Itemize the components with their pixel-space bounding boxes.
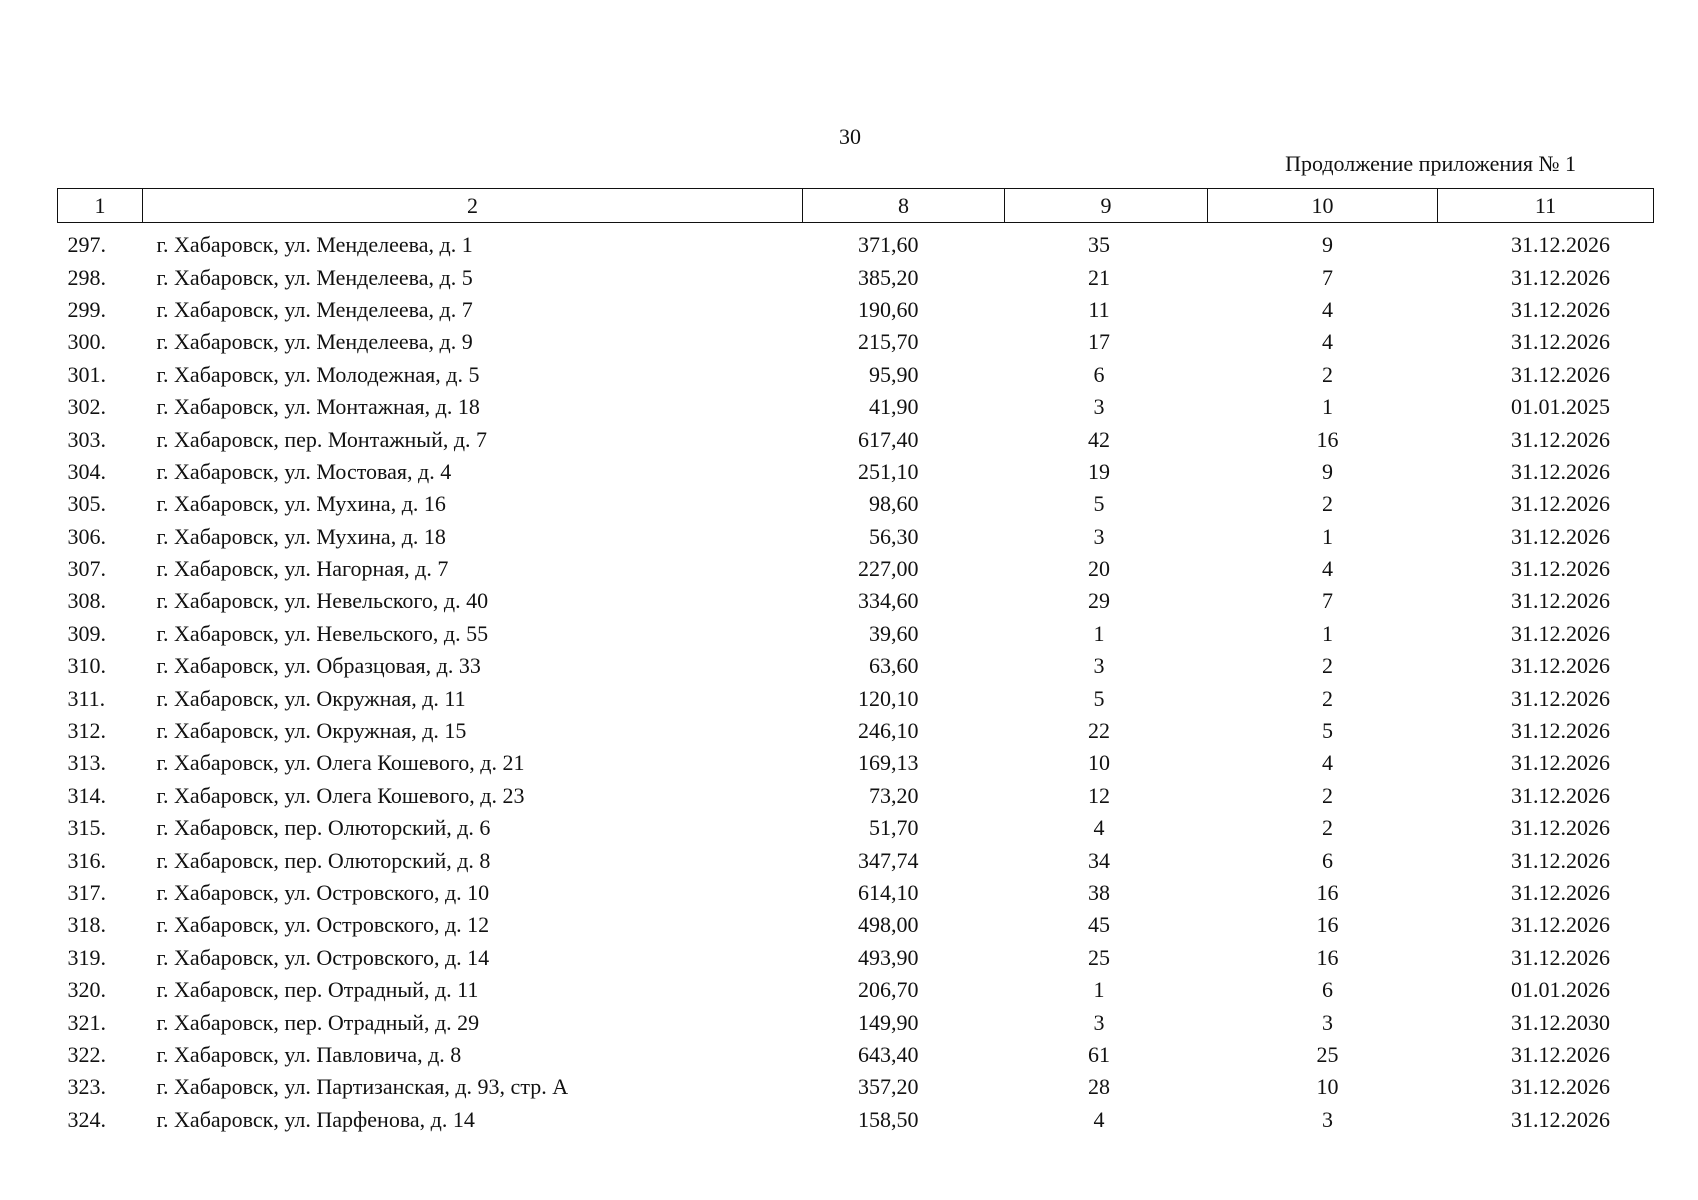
- column-10-cell: 2: [1322, 685, 1333, 711]
- column-9-cell: 22: [1088, 718, 1110, 744]
- column-header-8: 8: [803, 189, 1005, 223]
- date-cell: 01.01.2025: [1511, 394, 1610, 420]
- address-cell: г. Хабаровск, ул. Мухина, д. 18: [156, 523, 446, 549]
- date-cell: 31.12.2026: [1511, 1041, 1610, 1067]
- row-number: 315.: [67, 815, 106, 841]
- area-cell: 371,60: [858, 232, 919, 258]
- row-number: 309.: [67, 620, 106, 646]
- column-9-cell: 45: [1088, 912, 1110, 938]
- column-10-cell: 4: [1322, 296, 1333, 322]
- table-row: [58, 974, 1654, 1006]
- address-cell: г. Хабаровск, ул. Парфенова, д. 14: [156, 1106, 475, 1132]
- address-cell: г. Хабаровск, ул. Мухина, д. 16: [156, 491, 446, 517]
- table-row: [58, 942, 1654, 974]
- column-9-cell: 3: [1093, 394, 1105, 420]
- date-cell: 31.12.2026: [1511, 912, 1610, 938]
- area-cell: 169,13: [858, 750, 919, 776]
- column-9-cell: 1: [1093, 977, 1105, 1003]
- row-number: 314.: [67, 782, 106, 808]
- date-cell: 31.12.2026: [1511, 329, 1610, 355]
- column-header-9: 9: [1005, 189, 1208, 223]
- date-cell: 31.12.2026: [1511, 588, 1610, 614]
- table-row: [58, 682, 1654, 714]
- row-number: 297.: [67, 232, 106, 258]
- area-cell: 120,10: [858, 685, 919, 711]
- table-row: [58, 780, 1654, 812]
- column-10-cell: 2: [1322, 491, 1333, 517]
- column-9-cell: 1: [1093, 620, 1105, 646]
- appendix-continuation-label: Продолжение приложения № 1: [1285, 151, 1576, 176]
- row-number: 303.: [67, 426, 106, 452]
- column-10-cell: 10: [1316, 1074, 1339, 1100]
- date-cell: 31.12.2026: [1511, 880, 1610, 905]
- column-10-cell: 6: [1322, 847, 1333, 873]
- area-cell: 190,60: [858, 296, 919, 322]
- row-number: 298.: [67, 264, 106, 290]
- column-10-cell: 16: [1316, 426, 1339, 452]
- area-cell: 73,20: [869, 782, 919, 808]
- area-cell: 617,40: [858, 426, 919, 452]
- date-cell: 31.12.2026: [1511, 361, 1610, 387]
- table-row: [58, 326, 1654, 358]
- column-9-cell: 3: [1093, 1009, 1105, 1035]
- column-9-cell: 38: [1088, 880, 1110, 905]
- table-row: [58, 423, 1654, 455]
- column-10-cell: 2: [1322, 782, 1333, 808]
- area-cell: 206,70: [858, 977, 919, 1003]
- address-cell: г. Хабаровск, ул. Монтажная, д. 18: [156, 394, 480, 420]
- row-number: 324.: [67, 1106, 106, 1132]
- area-cell: 158,50: [858, 1106, 919, 1132]
- table-row: [58, 909, 1654, 941]
- row-number: 319.: [67, 944, 106, 970]
- date-cell: 31.12.2026: [1511, 426, 1610, 452]
- column-10-cell: 2: [1322, 361, 1333, 387]
- column-10-cell: 9: [1322, 232, 1333, 258]
- area-cell: 227,00: [858, 556, 919, 582]
- area-cell: 98,60: [869, 491, 919, 517]
- row-number: 306.: [67, 523, 106, 549]
- row-number: 307.: [67, 556, 106, 582]
- table-row: [58, 521, 1654, 553]
- address-cell: г. Хабаровск, пер. Отрадный, д. 11: [156, 977, 479, 1003]
- date-cell: 31.12.2026: [1511, 718, 1610, 744]
- area-cell: 56,30: [869, 523, 919, 549]
- column-10-cell: 3: [1322, 1106, 1333, 1132]
- row-number: 317.: [67, 880, 106, 905]
- date-cell: 31.12.2026: [1511, 556, 1610, 582]
- address-cell: г. Хабаровск, ул. Островского, д. 10: [156, 880, 490, 905]
- address-cell: г. Хабаровск, ул. Олега Кошевого, д. 21: [156, 750, 525, 776]
- date-cell: 31.12.2026: [1511, 782, 1610, 808]
- column-10-cell: 6: [1322, 977, 1333, 1003]
- column-10-cell: 1: [1322, 523, 1333, 549]
- table-row: [58, 488, 1654, 520]
- column-9-cell: 4: [1093, 1106, 1105, 1132]
- row-number: 312.: [67, 718, 106, 744]
- column-10-cell: 25: [1316, 1041, 1339, 1067]
- table-row: [58, 747, 1654, 779]
- column-header-1: 1: [58, 189, 143, 223]
- column-9-cell: 35: [1088, 232, 1110, 258]
- column-9-cell: 21: [1088, 264, 1110, 290]
- row-number: 305.: [67, 491, 106, 517]
- row-number: 322.: [67, 1041, 106, 1067]
- column-header-11: 11: [1438, 189, 1654, 223]
- column-9-cell: 25: [1088, 944, 1110, 970]
- table-row: [58, 1006, 1654, 1038]
- column-10-cell: 16: [1316, 912, 1339, 938]
- row-number: 308.: [67, 588, 106, 614]
- area-cell: 334,60: [858, 588, 919, 614]
- area-cell: 149,90: [858, 1009, 919, 1035]
- area-cell: 41,90: [869, 394, 919, 420]
- column-10-cell: 2: [1322, 653, 1333, 679]
- column-9-cell: 6: [1093, 361, 1105, 387]
- column-10-cell: 7: [1322, 588, 1333, 614]
- row-number: 299.: [67, 296, 106, 322]
- date-cell: 31.12.2026: [1511, 458, 1610, 484]
- row-number: 311.: [67, 685, 106, 711]
- row-number: 313.: [67, 750, 106, 776]
- row-number: 318.: [67, 912, 106, 938]
- column-9-cell: 34: [1088, 847, 1110, 873]
- row-number: 323.: [67, 1074, 106, 1100]
- column-header-2: 2: [143, 189, 803, 223]
- header-row: [58, 189, 1654, 223]
- table-row: [58, 618, 1654, 650]
- date-cell: 31.12.2026: [1511, 847, 1610, 873]
- table-row: [58, 1039, 1654, 1071]
- address-cell: г. Хабаровск, пер. Отрадный, д. 29: [156, 1009, 480, 1035]
- table-row: [58, 812, 1654, 844]
- area-cell: 246,10: [858, 718, 919, 744]
- area-cell: 357,20: [858, 1074, 919, 1100]
- column-9-cell: 19: [1088, 458, 1110, 484]
- date-cell: 31.12.2026: [1511, 944, 1610, 970]
- area-cell: 614,10: [858, 880, 919, 905]
- table-row: [58, 294, 1654, 326]
- date-cell: 31.12.2026: [1511, 685, 1610, 711]
- column-10-cell: 5: [1322, 718, 1333, 744]
- address-cell: г. Хабаровск, ул. Олега Кошевого, д. 23: [156, 782, 525, 808]
- table-row: [58, 359, 1654, 391]
- address-cell: г. Хабаровск, ул. Менделеева, д. 7: [156, 296, 473, 322]
- column-9-cell: 12: [1088, 782, 1110, 808]
- column-9-cell: 11: [1088, 296, 1110, 322]
- date-cell: 31.12.2026: [1511, 523, 1610, 549]
- table-row: [58, 844, 1654, 876]
- row-number: 320.: [67, 977, 106, 1003]
- table-row: [58, 877, 1654, 909]
- column-9-cell: 28: [1088, 1074, 1110, 1100]
- column-9-cell: 3: [1093, 523, 1105, 549]
- address-cell: г. Хабаровск, ул. Менделеева, д. 9: [156, 329, 473, 355]
- row-number: 302.: [67, 394, 106, 420]
- date-cell: 31.12.2026: [1511, 620, 1610, 646]
- date-cell: 31.12.2026: [1511, 1074, 1610, 1100]
- address-cell: г. Хабаровск, ул. Павловича, д. 8: [156, 1041, 462, 1067]
- area-cell: 385,20: [858, 264, 919, 290]
- column-9-cell: 10: [1088, 750, 1110, 776]
- column-9-cell: 20: [1088, 556, 1110, 582]
- address-cell: г. Хабаровск, ул. Нагорная, д. 7: [156, 556, 449, 582]
- column-header-10: 10: [1208, 189, 1438, 223]
- address-cell: г. Хабаровск, пер. Монтажный, д. 7: [156, 426, 488, 452]
- address-cell: г. Хабаровск, ул. Мостовая, д. 4: [156, 458, 452, 484]
- table-row: [58, 1071, 1654, 1103]
- column-9-cell: 29: [1088, 588, 1110, 614]
- date-cell: 31.12.2026: [1511, 296, 1610, 322]
- table-row: [58, 391, 1654, 423]
- column-10-cell: 3: [1322, 1009, 1333, 1035]
- column-10-cell: 4: [1322, 750, 1333, 776]
- address-cell: г. Хабаровск, ул. Партизанская, д. 93, стр. А: [156, 1074, 569, 1100]
- column-10-cell: 1: [1322, 620, 1333, 646]
- date-cell: 31.12.2026: [1511, 264, 1610, 290]
- column-10-cell: 4: [1322, 556, 1333, 582]
- area-cell: 63,60: [869, 653, 919, 679]
- column-10-cell: 4: [1322, 329, 1333, 355]
- date-cell: 31.12.2026: [1511, 815, 1610, 841]
- address-cell: г. Хабаровск, ул. Окружная, д. 15: [156, 718, 467, 744]
- table-row: [58, 650, 1654, 682]
- area-cell: 498,00: [858, 912, 919, 938]
- column-9-cell: 3: [1093, 653, 1105, 679]
- table-row: [58, 456, 1654, 488]
- address-cell: г. Хабаровск, ул. Менделеева, д. 1: [156, 232, 473, 258]
- address-cell: г. Хабаровск, ул. Окружная, д. 11: [156, 685, 466, 711]
- date-cell: 31.12.2030: [1511, 1009, 1610, 1035]
- table-row: [58, 553, 1654, 585]
- area-cell: 51,70: [869, 815, 919, 841]
- column-9-cell: 5: [1093, 491, 1105, 517]
- page-number: 30: [839, 124, 861, 149]
- table-body: [58, 223, 1654, 1136]
- table-row: [58, 1104, 1654, 1136]
- address-cell: г. Хабаровск, ул. Образцовая, д. 33: [156, 653, 481, 679]
- column-10-cell: 9: [1322, 458, 1333, 484]
- row-number: 316.: [67, 847, 106, 873]
- area-cell: 347,74: [858, 847, 919, 873]
- table-row: [58, 585, 1654, 617]
- row-number: 301.: [67, 361, 106, 387]
- area-cell: 493,90: [858, 944, 919, 970]
- area-cell: 643,40: [858, 1041, 919, 1067]
- area-cell: 251,10: [858, 458, 919, 484]
- column-10-cell: 16: [1316, 880, 1339, 905]
- row-number: 321.: [67, 1009, 106, 1035]
- column-9-cell: 17: [1088, 329, 1110, 355]
- column-9-cell: 42: [1088, 426, 1110, 452]
- table-row: [58, 261, 1654, 293]
- date-cell: 31.12.2026: [1511, 232, 1610, 258]
- date-cell: 31.12.2026: [1511, 653, 1610, 679]
- address-cell: г. Хабаровск, ул. Менделеева, д. 5: [156, 264, 473, 290]
- area-cell: 39,60: [869, 620, 919, 646]
- row-number: 300.: [67, 329, 106, 355]
- column-9-cell: 61: [1088, 1041, 1110, 1067]
- address-cell: г. Хабаровск, пер. Олюторский, д. 6: [156, 815, 491, 841]
- column-9-cell: 4: [1093, 815, 1105, 841]
- table-header: [58, 189, 1654, 223]
- column-10-cell: 2: [1322, 815, 1333, 841]
- address-cell: г. Хабаровск, ул. Молодежная, д. 5: [156, 361, 480, 387]
- date-cell: 31.12.2026: [1511, 750, 1610, 776]
- row-number: 310.: [67, 653, 106, 679]
- date-cell: 01.01.2026: [1511, 977, 1610, 1003]
- area-cell: 95,90: [869, 361, 919, 387]
- table-row: [58, 715, 1654, 747]
- address-cell: г. Хабаровск, ул. Невельского, д. 55: [156, 620, 489, 646]
- date-cell: 31.12.2026: [1511, 491, 1610, 517]
- appendix-table: [57, 188, 1654, 1136]
- address-cell: г. Хабаровск, ул. Островского, д. 14: [156, 944, 490, 970]
- address-cell: г. Хабаровск, ул. Островского, д. 12: [156, 912, 490, 938]
- date-cell: 31.12.2026: [1511, 1106, 1610, 1132]
- column-10-cell: 7: [1322, 264, 1333, 290]
- column-10-cell: 16: [1316, 944, 1339, 970]
- column-9-cell: 5: [1093, 685, 1105, 711]
- address-cell: г. Хабаровск, ул. Невельского, д. 40: [156, 588, 489, 614]
- area-cell: 215,70: [858, 329, 919, 355]
- table-row: [58, 223, 1654, 262]
- column-10-cell: 1: [1322, 394, 1333, 420]
- address-cell: г. Хабаровск, пер. Олюторский, д. 8: [156, 847, 491, 873]
- row-number: 304.: [67, 458, 106, 484]
